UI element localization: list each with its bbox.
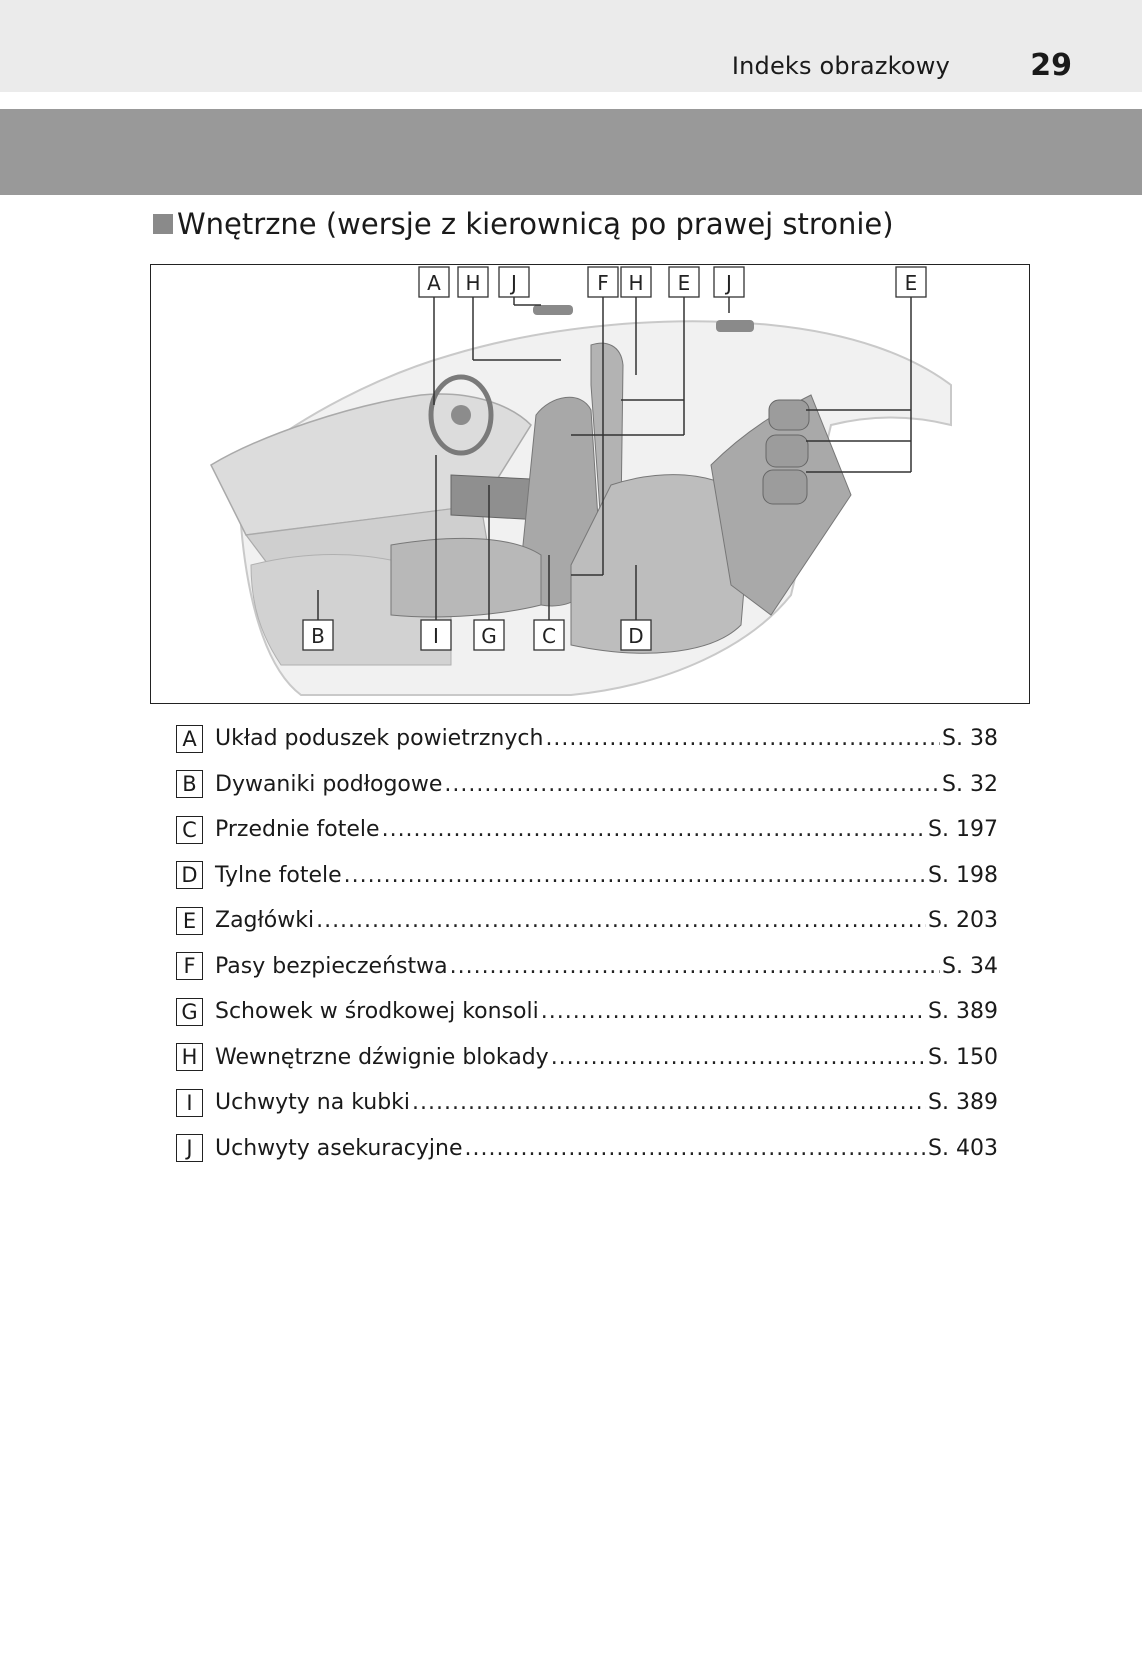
page-reference: S. 203 — [928, 908, 998, 934]
index-label: Układ poduszek powietrznych — [215, 726, 544, 752]
index-label: Uchwyty na kubki — [215, 1090, 411, 1116]
page-number: 29 — [1030, 48, 1072, 83]
page-reference: S. 38 — [942, 726, 998, 752]
index-row-d — [176, 853, 998, 899]
chapter-band — [0, 109, 1142, 195]
page-reference: S. 403 — [928, 1135, 998, 1161]
index-row-j — [176, 1126, 998, 1172]
page-reference: S. 198 — [928, 862, 998, 888]
callout-b: B — [311, 624, 325, 648]
index-label: Tylne fotele — [215, 862, 342, 888]
page-reference: S. 197 — [928, 817, 998, 843]
running-section-title: Indeks obrazkowy — [731, 52, 950, 80]
dot-leader — [344, 863, 926, 888]
callout-h: H — [465, 271, 481, 295]
index-label: Schowek w środkowej konsoli — [215, 999, 539, 1025]
interior-illustration — [150, 264, 1030, 704]
dot-leader — [465, 1136, 927, 1161]
index-row-i — [176, 1080, 998, 1126]
index-label: Dywaniki podłogowe — [215, 771, 443, 797]
dot-leader — [412, 1090, 926, 1115]
index-list — [176, 716, 998, 1171]
callout-g: G — [481, 624, 497, 648]
callout-i: I — [433, 624, 439, 648]
index-letter: J — [176, 1134, 203, 1162]
index-label: Zagłówki — [215, 908, 315, 934]
callout-f: F — [597, 271, 609, 295]
callout-j: J — [511, 271, 517, 295]
index-label: Wewnętrzne dźwignie blokady — [215, 1044, 549, 1070]
index-row-b — [176, 762, 998, 808]
dot-leader — [316, 908, 926, 933]
car-interior-drawing — [151, 265, 1029, 703]
index-letter: F — [176, 952, 203, 980]
index-letter: C — [176, 816, 203, 844]
dot-leader — [444, 772, 940, 797]
index-letter: A — [176, 725, 203, 753]
index-letter: E — [176, 907, 203, 935]
square-bullet-icon — [153, 214, 173, 234]
page-reference: S. 150 — [928, 1044, 998, 1070]
dot-leader — [450, 954, 940, 979]
index-label: Pasy bezpieczeństwa — [215, 953, 448, 979]
callout-e: E — [677, 271, 691, 295]
index-row-c — [176, 807, 998, 853]
dot-leader — [382, 817, 926, 842]
callout-a: A — [427, 271, 441, 295]
dot-leader — [551, 1045, 926, 1070]
index-letter: B — [176, 770, 203, 798]
index-row-e — [176, 898, 998, 944]
callout-j-2: J — [726, 271, 732, 295]
index-row-a — [176, 716, 998, 762]
index-letter: G — [176, 998, 203, 1026]
section-heading-text: Wnętrzne (wersje z kierownicą po prawej stronie) — [177, 207, 894, 241]
callout-e-2: E — [904, 271, 918, 295]
index-letter: H — [176, 1043, 203, 1071]
callout-c: C — [542, 624, 556, 648]
section-heading — [153, 207, 894, 241]
page-reference: S. 32 — [942, 771, 998, 797]
page-reference: S. 34 — [942, 953, 998, 979]
callout-h-2: H — [628, 271, 644, 295]
index-letter: I — [176, 1089, 203, 1117]
index-letter: D — [176, 861, 203, 889]
page-reference: S. 389 — [928, 1090, 998, 1116]
dot-leader — [545, 726, 940, 751]
index-row-f — [176, 944, 998, 990]
index-label: Uchwyty asekuracyjne — [215, 1135, 463, 1161]
page-reference: S. 389 — [928, 999, 998, 1025]
index-row-h — [176, 1035, 998, 1081]
index-row-g — [176, 989, 998, 1035]
index-label: Przednie fotele — [215, 817, 380, 843]
dot-leader — [541, 999, 926, 1024]
page-header-bar — [0, 0, 1142, 92]
callout-d: D — [628, 624, 644, 648]
